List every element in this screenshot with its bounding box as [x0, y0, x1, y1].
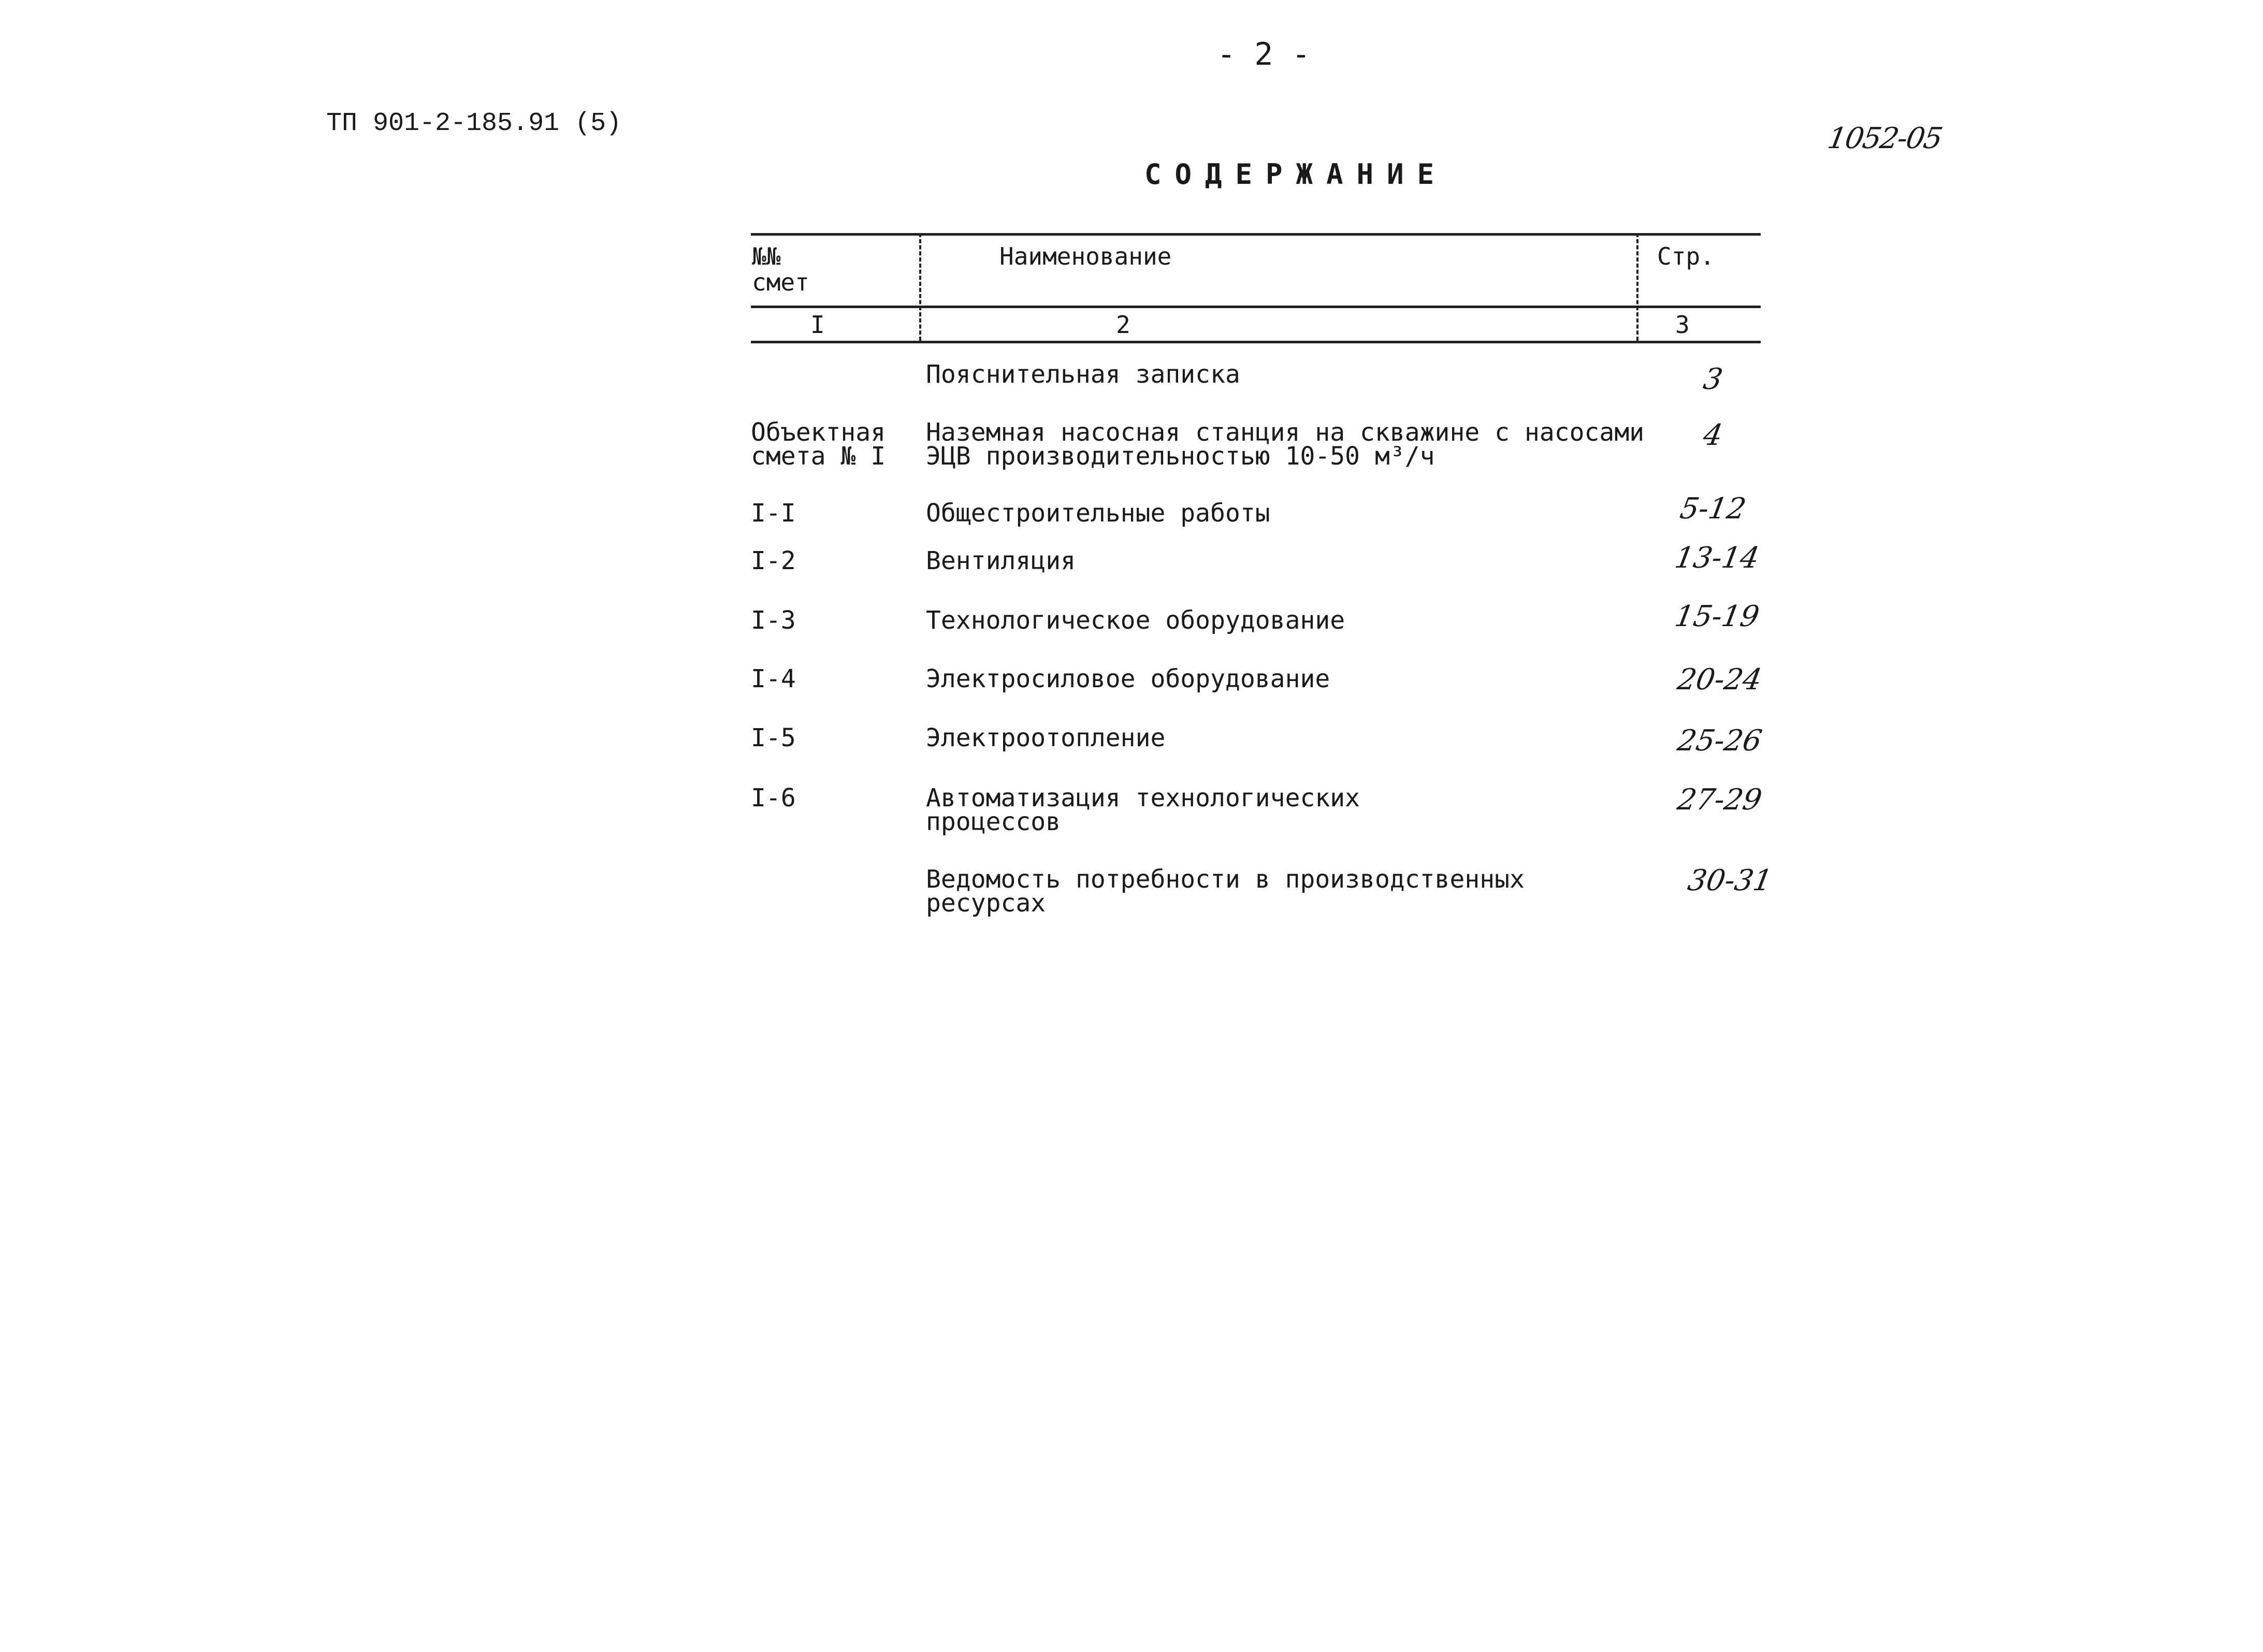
row-pages: 15-19	[1672, 600, 1762, 633]
table-top-rule	[751, 233, 1761, 236]
table-header-rule	[751, 306, 1761, 308]
row-name: Автоматизация технологических процессов	[926, 784, 1360, 836]
row-code: Объектная смета № I	[751, 418, 886, 471]
row-pages: 4	[1701, 418, 1725, 452]
row-name: Электросиловое оборудование	[926, 664, 1330, 693]
row-name: Наземная насосная станция на скважине с насосами ЭЦВ производительностью 10-50 м³/ч	[926, 418, 1645, 471]
column-header-name: Наименование	[999, 242, 1172, 270]
row-name: Ведомость потребности в производственных ресурсах	[926, 865, 1525, 918]
row-code: I-I	[751, 499, 796, 528]
row-pages: 27-29	[1675, 783, 1765, 817]
column-number-2: 2	[1116, 311, 1130, 339]
column-header-pages: Стр.	[1657, 242, 1715, 270]
archive-mark: 1052-05	[1825, 122, 1945, 155]
toc-title: СОДЕРЖАНИЕ	[1144, 158, 1448, 191]
row-pages: 5-12	[1677, 492, 1749, 526]
row-code: I-5	[751, 723, 796, 752]
column-divider-2	[1636, 233, 1638, 341]
row-name: Пояснительная записка	[926, 360, 1240, 389]
row-code: I-2	[751, 546, 796, 575]
row-pages: 13-14	[1672, 541, 1762, 575]
column-number-3: 3	[1675, 311, 1690, 339]
row-code: I-4	[751, 664, 796, 693]
row-name: Электроотопление	[926, 723, 1166, 752]
row-pages: 30-31	[1685, 864, 1775, 897]
row-pages: 3	[1701, 363, 1725, 396]
row-name: Общестроительные работы	[926, 499, 1270, 528]
page-number: - 2 -	[1217, 36, 1311, 73]
row-code: I-6	[751, 784, 796, 813]
column-header-codes: №№ смет	[752, 242, 809, 296]
column-number-1: I	[810, 311, 825, 339]
table-numbers-rule	[751, 341, 1761, 343]
row-code: I-3	[751, 606, 796, 635]
column-divider-1	[919, 233, 921, 341]
row-pages: 20-24	[1675, 663, 1765, 697]
row-pages: 25-26	[1675, 724, 1765, 758]
row-name: Вентиляция	[926, 546, 1076, 575]
document-code: ТП 901-2-185.91 (5)	[326, 109, 622, 138]
row-name: Технологическое оборудование	[926, 606, 1345, 635]
